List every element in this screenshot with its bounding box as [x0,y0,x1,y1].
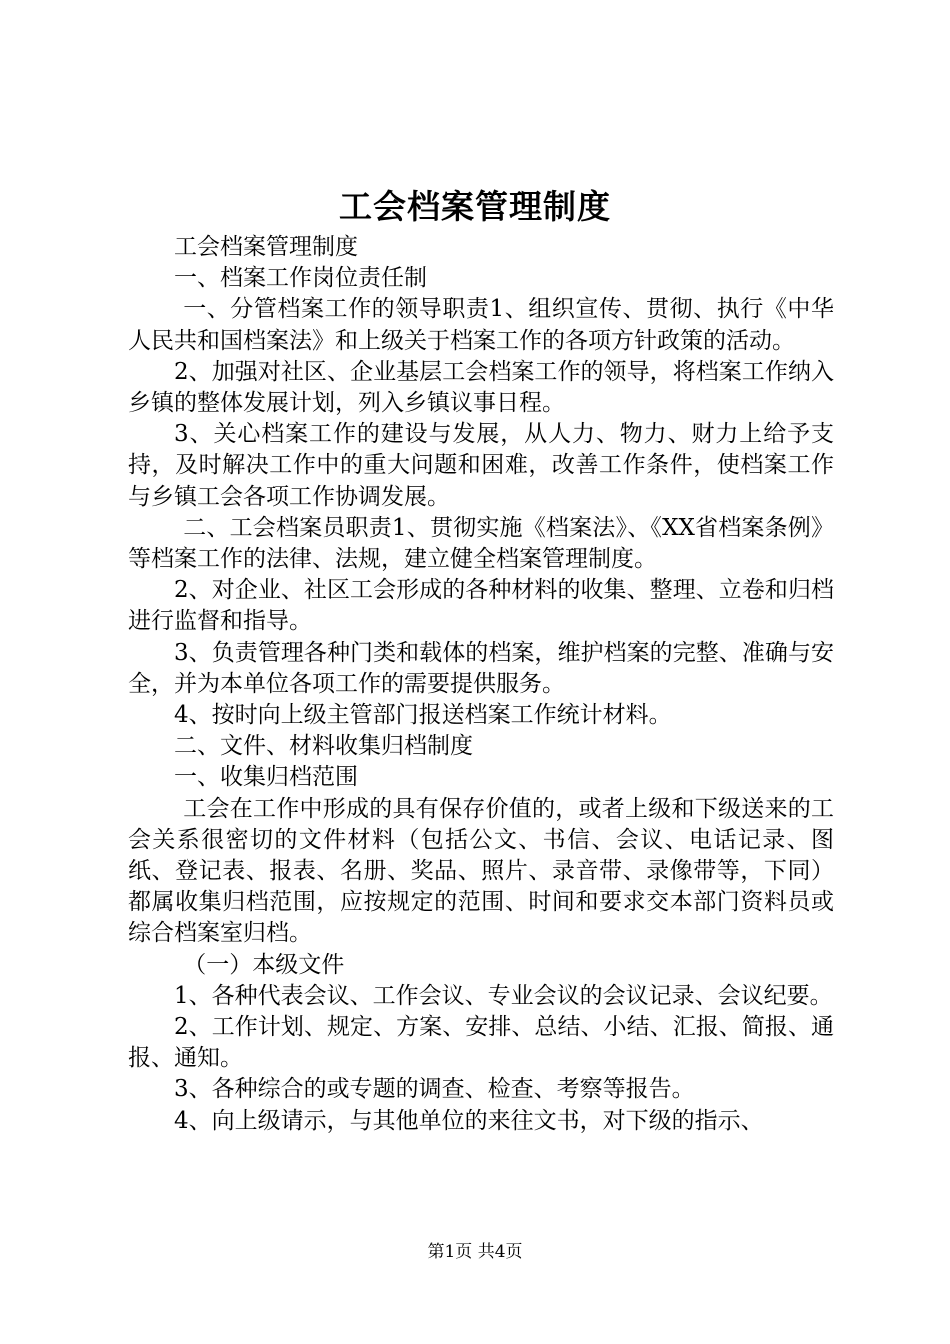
paragraph: 工会在工作中形成的具有保存价值的，或者上级和下级送来的工会关系很密切的文件材料（包括公文、书信、会议、电话记录、图纸、登记表、报表、名册、奖品、照片、录音带、录像带等，下同）都属收集归档范围，应按规定的范围、时间和要求交本部门资料员或综合档案室归档。 [128,795,834,947]
page-number-footer: 第1页 共4页 [427,1242,523,1262]
paragraph: 工会档案管理制度 [174,234,358,260]
sub-heading: （一）本级文件 [183,951,345,978]
paragraph: 1、各种代表会议、工作会议、专业会议的会议记录、会议纪要。 [174,982,833,1009]
paragraph: 一、分管档案工作的领导职责1、组织宣传、贯彻、执行《中华人民共和国档案法》和上级关于档案工作的各项方针政策的活动。 [128,296,834,354]
paragraph: 2、对企业、社区工会形成的各种材料的收集、整理、立卷和归档进行监督和指导。 [128,577,834,635]
paragraph: 3、负责管理各种门类和载体的档案，维护档案的完整、准确与安全，并为本单位各项工作的需要提供服务。 [128,639,834,697]
sub-heading: 一、收集归档范围 [174,764,358,791]
paragraph: 2、工作计划、规定、方案、安排、总结、小结、汇报、简报、通报、通知。 [128,1014,834,1072]
section-heading: 二、文件、材料收集归档制度 [174,733,473,760]
paragraph: 2、加强对社区、企业基层工会档案工作的领导，将档案工作纳入乡镇的整体发展计划，列入乡镇议事日程。 [128,358,834,417]
paragraph: 3、各种综合的或专题的调查、检查、考察等报告。 [174,1076,695,1103]
paragraph: 3、关心档案工作的建设与发展，从人力、物力、财力上给予支持，及时解决工作中的重大问题和困难，改善工作条件，使档案工作与乡镇工会各项工作协调发展。 [128,421,834,510]
section-heading: 一、档案工作岗位责任制 [174,265,427,292]
paragraph: 4、按时向上级主管部门报送档案工作统计材料。 [174,702,672,729]
document-body [128,232,834,1137]
paragraph: 二、工会档案员职责1、贯彻实施《档案法》、《XX省档案条例》等档案工作的法律、法规，建立健全档案管理制度。 [128,514,834,573]
document-title: 工会档案管理制度 [339,187,611,226]
paragraph: 4、向上级请示，与其他单位的来往文书，对下级的指示、 [174,1107,764,1134]
